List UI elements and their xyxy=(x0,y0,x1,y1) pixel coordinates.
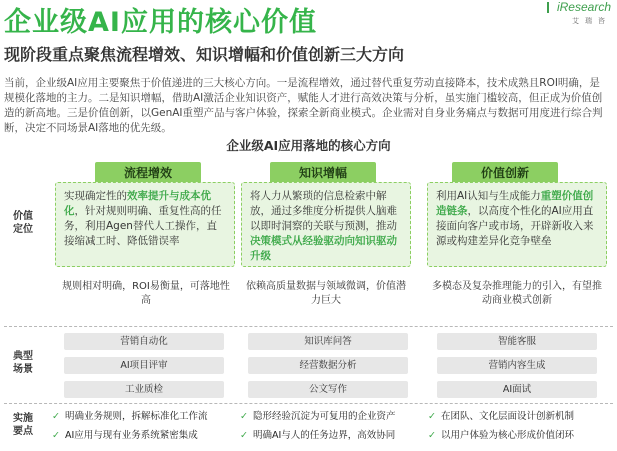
scene-pill: 知识库问答 xyxy=(248,333,408,350)
key-point-text: 明确AI与人的任务边界，高效协同 xyxy=(252,430,396,441)
column-desc-process: 规则相对明确，ROI易衡量，可落地性高 xyxy=(62,281,230,306)
iresearch-logo xyxy=(545,0,611,26)
key-point-text: 在团队、文化层面设计创新机制 xyxy=(440,411,574,422)
column-desc-knowledge: 依赖高质量数据与领域微调，价值潜力巨大 xyxy=(246,281,406,306)
scene-pill: 营销自动化 xyxy=(64,333,224,350)
check-icon: ✓ xyxy=(240,411,248,422)
row-label-line: 价值 xyxy=(13,211,33,222)
value-text: 实现确定性的 xyxy=(64,190,127,202)
logo-subtext: 艾瑞咨 xyxy=(572,17,611,25)
value-text: 将人力从繁琐的信息检索中解放，通过多维度分析提供人脑难以即时洞察的关联与预测，推动 xyxy=(250,190,397,232)
scene-pill: 经营数据分析 xyxy=(248,357,408,374)
check-icon: ✓ xyxy=(428,430,436,441)
check-icon: ✓ xyxy=(240,430,248,441)
scene-pill: 智能客服 xyxy=(437,333,597,350)
key-point xyxy=(240,429,395,442)
value-box-process xyxy=(55,182,235,267)
key-point xyxy=(52,429,198,442)
column-header-knowledge: 知识增幅 xyxy=(270,162,376,184)
column-desc-innovation: 多模态及复杂推理能力的引入，有望推动商业模式创新 xyxy=(432,281,602,306)
value-box-knowledge xyxy=(241,182,411,267)
logo-bar-icon xyxy=(547,2,549,13)
page-subtitle: 现阶段重点聚焦流程增效、知识增幅和价值创新三大方向 xyxy=(4,45,405,64)
value-highlight: 重塑价值创造链条 xyxy=(436,190,594,217)
value-text: ，以高度个性化的AI应用直接面向客户或市场，开辟新收入来源或构建差异化竞争壁垒 xyxy=(436,205,594,247)
key-point xyxy=(240,410,395,423)
scene-pill: 公文写作 xyxy=(248,381,408,398)
key-point xyxy=(428,410,574,423)
logo-wordmark: iResearch xyxy=(556,0,611,14)
value-box-innovation xyxy=(427,182,607,267)
key-point-text: 隐形经验沉淀为可复用的企业资产 xyxy=(252,411,396,422)
check-icon: ✓ xyxy=(52,411,60,422)
dashed-divider xyxy=(4,403,613,404)
key-point-text: AI应用与现有业务系统紧密集成 xyxy=(64,430,198,441)
scene-pill: AI面试 xyxy=(437,381,597,398)
scene-pill: 营销内容生成 xyxy=(437,357,597,374)
key-point xyxy=(52,410,207,423)
row-label-value xyxy=(6,210,40,236)
check-icon: ✓ xyxy=(428,411,436,422)
intro-paragraph: 当前，企业级AI应用主要聚焦于价值递进的三大核心方向。一是流程增效，通过替代重复劳动直接降本，技术成熟且ROI明确，是规模化落地的主力。二是知识增幅，借助AI激活企业知识资产，赋能人才进行高效决策与分析，虽实施门槛较高，但正成为价值创造的新高地。三是价值创新，以GenAI重塑产品与客户体验，探索全新商业模式。企业需对自身业务痛点与数据可用度进行综合判断，决定不同场景AI落地的优先级。 xyxy=(4,77,603,134)
scene-pill: AI项目评审 xyxy=(64,357,224,374)
scene-pill: 工业质检 xyxy=(64,381,224,398)
check-icon: ✓ xyxy=(52,430,60,441)
value-highlight: 效率提升与成本优化 xyxy=(64,190,211,217)
row-label-line: 定位 xyxy=(13,224,33,235)
row-label-line: 典型 xyxy=(13,351,33,362)
row-label-line: 场景 xyxy=(13,364,33,375)
key-point-text: 明确业务规则，拆解标准化工作流 xyxy=(64,411,208,422)
value-text: 利用AI认知与生成能力 xyxy=(436,190,541,202)
page-title: 企业级AI应用的核心价值 xyxy=(4,7,317,38)
key-point-text: 以用户体验为核心形成价值闭环 xyxy=(440,430,574,441)
diagram-title: 企业级AI应用落地的核心方向 xyxy=(226,138,391,153)
row-label-scene xyxy=(6,350,40,376)
column-header-innovation: 价值创新 xyxy=(452,162,558,184)
value-highlight: 决策模式从经验驱动向知识驱动升级 xyxy=(250,235,397,262)
key-point xyxy=(428,429,574,442)
column-header-process: 流程增效 xyxy=(95,162,201,184)
value-text: ，针对规则明确、重复性高的任务，利用Agen替代人工操作，直接缩减工时、降低错误率 xyxy=(64,205,222,247)
dashed-divider xyxy=(4,326,613,327)
row-label-line: 实施 xyxy=(13,413,33,424)
row-label-line: 要点 xyxy=(13,426,33,437)
row-label-key xyxy=(6,412,40,438)
